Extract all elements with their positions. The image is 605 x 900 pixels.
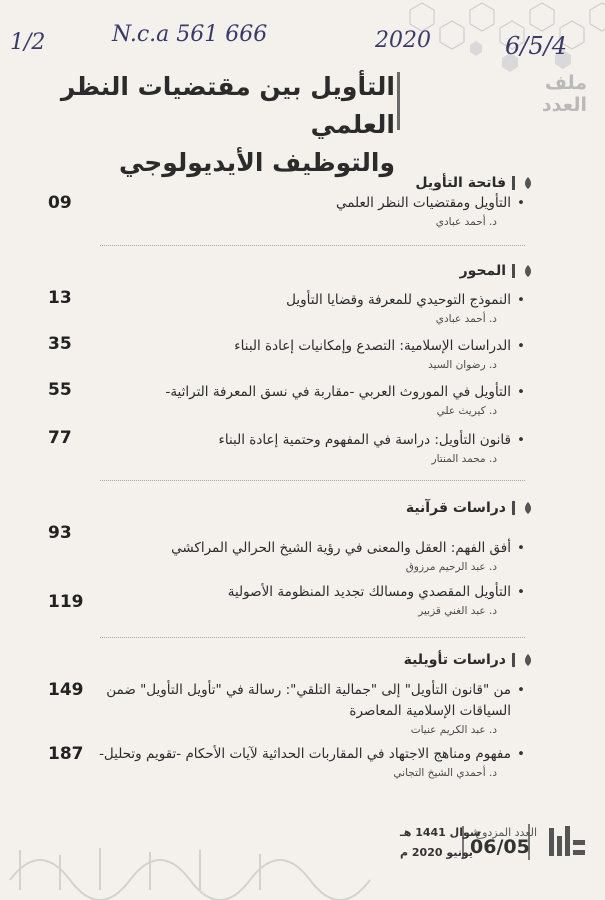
entry-page-number: 187 (48, 744, 84, 764)
entry-page-number: 55 (48, 380, 72, 400)
section-bar (512, 264, 515, 278)
issue-number: 06/05 (470, 836, 530, 858)
entry-title: • أفق الفهم: العقل والمعنى في رؤية الشيخ الحرالي المراكشي (85, 538, 525, 559)
entry-author: د. أحمد عبادي (435, 216, 497, 228)
toc-entry[interactable] (85, 382, 525, 417)
section-label: دراسات تأويلية (403, 652, 506, 668)
entry-author: د. أحمدي الشيخ التجاني (393, 767, 497, 779)
entry-title: • قانون التأويل: دراسة في المفهوم وحتمية إعادة البناء (85, 430, 525, 451)
toc-entry[interactable] (85, 744, 525, 779)
entry-author: د. أحمد عبادي (435, 313, 497, 325)
issue-file-tag: ملف العدد (541, 72, 587, 116)
section-header (406, 500, 535, 516)
section-bar (512, 653, 515, 667)
leaf-icon (521, 264, 535, 278)
title-line-1: التأويل بين مقتضيات النظر العلمي (60, 72, 395, 139)
leaf-icon (521, 176, 535, 190)
toc-entry[interactable] (85, 430, 525, 465)
entry-title: • التأويل ومقتضيات النظر العلمي (85, 193, 525, 214)
section-header (460, 263, 535, 279)
hijri-date: شوال 1441 هـ (400, 826, 481, 839)
entry-page-number: 13 (48, 288, 72, 308)
toc-entry[interactable] (85, 680, 525, 736)
handwritten-code: N.c.a 561 666 (112, 22, 268, 47)
section-bar (512, 501, 515, 515)
toc-entry[interactable] (85, 336, 525, 371)
entry-page-number: 93 (48, 523, 72, 543)
entry-page-number: 149 (48, 680, 84, 700)
toc-entry[interactable] (85, 582, 525, 617)
page-title (55, 68, 395, 182)
handwritten-year: 2020 (375, 28, 431, 53)
entry-title: • النموذج التوحيدي للمعرفة وقضايا التأويل (85, 290, 525, 311)
section-label: فاتحة التأويل (415, 175, 506, 191)
header-divider (397, 72, 400, 130)
entry-page-number: 119 (48, 592, 84, 612)
toc-entry[interactable] (85, 538, 525, 573)
entry-title: • التأويل في الموروث العربي -مقاربة في نسق المعرفة التراثية- (85, 382, 525, 403)
section-header (415, 175, 535, 191)
section-header (404, 652, 535, 668)
entry-title: • التأويل المقصدي ومسالك تجديد المنظومة الأصولية (85, 582, 525, 603)
title-line-2: والتوظيف الأيديولوجي (118, 148, 395, 177)
handwritten-fraction: 1/2 (10, 30, 46, 55)
entry-title: • من "قانون التأويل" إلى "جمالية التلقي": رسالة في "تأويل التأويل" ضمن السياقات الإسلامية المعاصرة (85, 680, 525, 722)
gregorian-date: يونيو 2020 م (400, 846, 473, 859)
handwritten-date: 6/5/4 (505, 32, 567, 60)
divider (100, 480, 525, 481)
divider (100, 245, 525, 246)
section-label: دراسات قرآنية (405, 500, 506, 516)
issue-label: العدد المزدوج (475, 826, 538, 839)
divider (100, 637, 525, 638)
entry-title: • الدراسات الإسلامية: التصدع وإمكانيات إعادة البناء (85, 336, 525, 357)
toc-entry[interactable] (85, 193, 525, 228)
toc-entry[interactable] (85, 290, 525, 325)
entry-author: د. محمد المنتار (431, 453, 497, 465)
entry-title: • مفهوم ومناهج الاجتهاد في المقاربات الحداثية لآيات الأحكام -تقويم وتحليل- (85, 744, 525, 765)
entry-page-number: 35 (48, 334, 72, 354)
entry-author: د. عبد الكريم عنيات (410, 724, 497, 736)
leaf-icon (521, 501, 535, 515)
entry-author: د. كيريث علي (436, 405, 497, 417)
entry-author: د. عبد الغني قزبير (418, 605, 497, 617)
leaf-icon (521, 653, 535, 667)
entry-page-number: 09 (48, 193, 72, 213)
magazine-logo (545, 822, 589, 862)
entry-author: د. رضوان السيد (428, 359, 497, 371)
entry-page-number: 77 (48, 428, 72, 448)
section-bar (512, 176, 515, 190)
section-label: المحور (459, 263, 506, 279)
entry-author: د. عبد الرحيم مرزوق (405, 561, 497, 573)
